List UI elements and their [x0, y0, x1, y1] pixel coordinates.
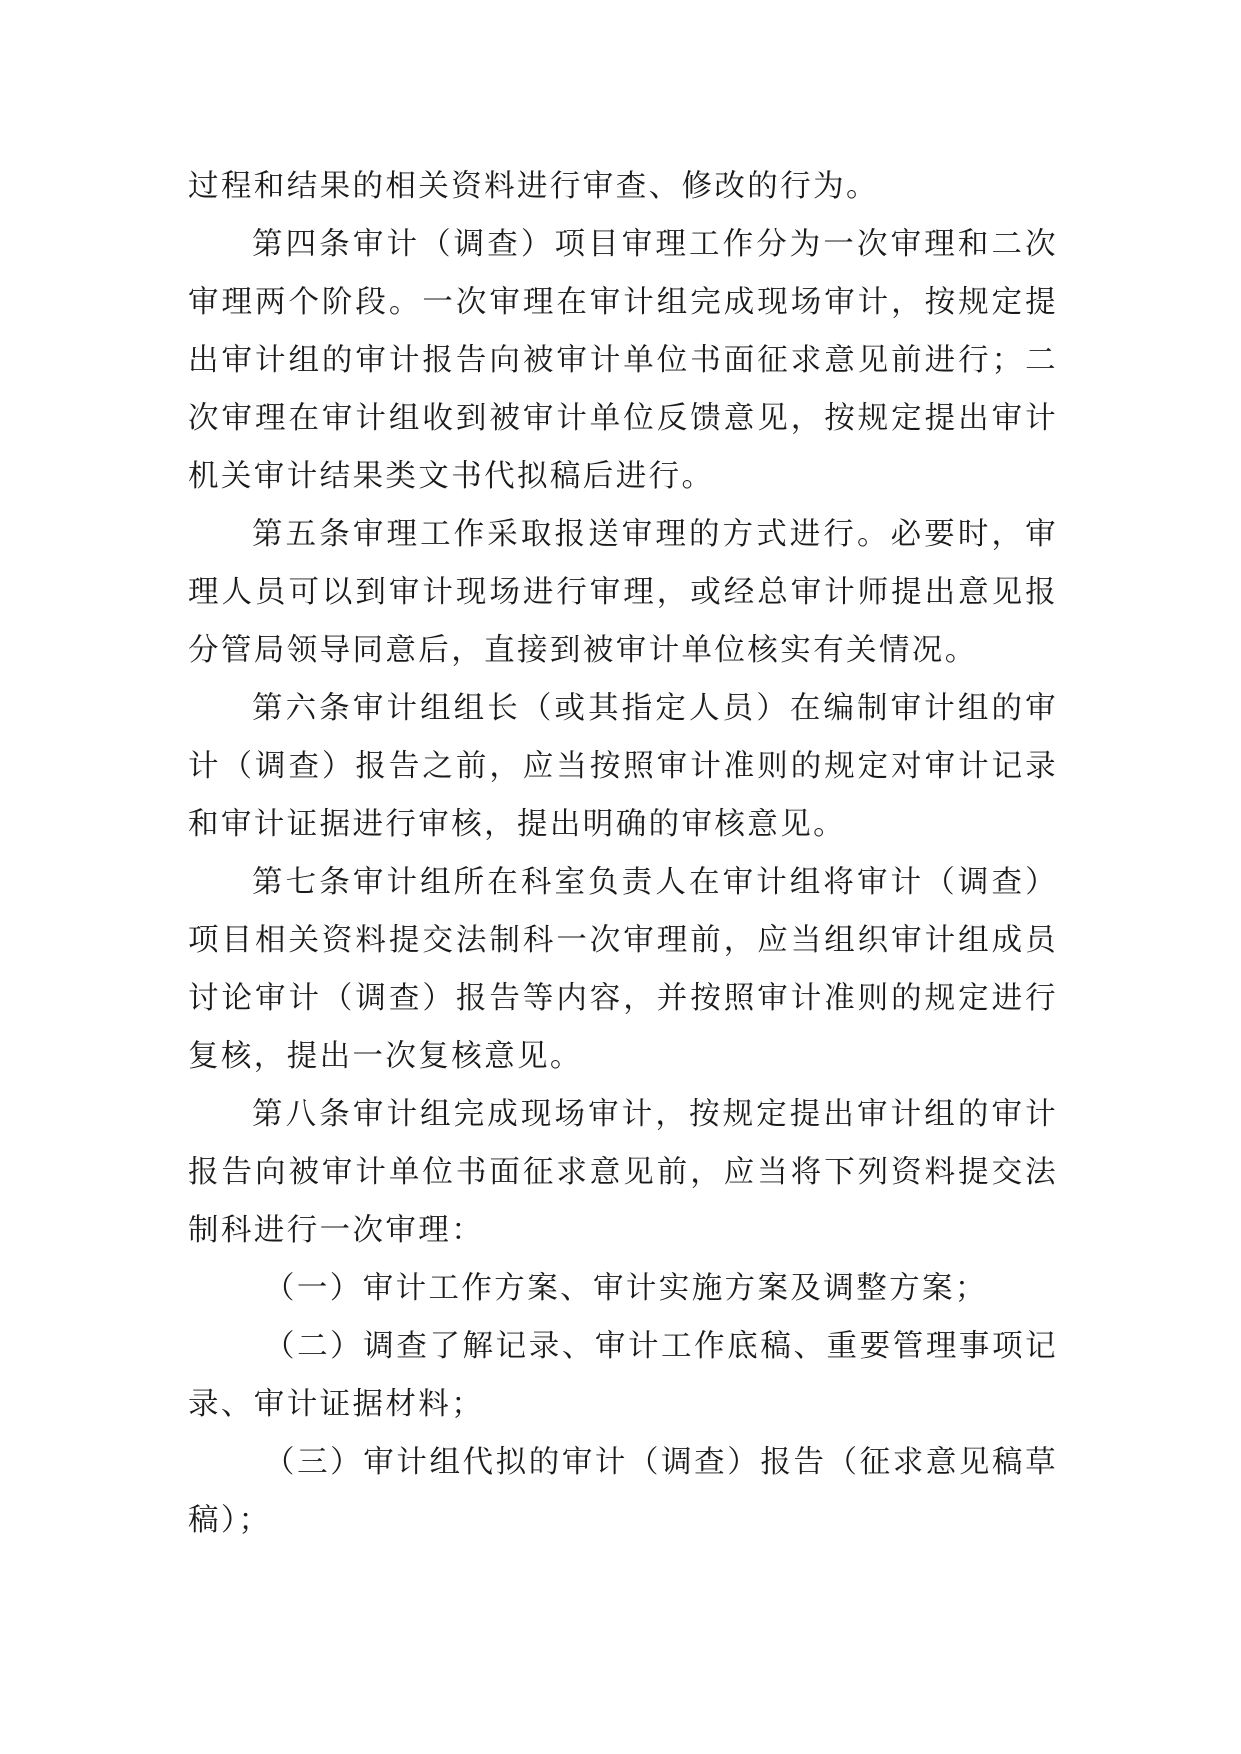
paragraph-article-8: 第八条审计组完成现场审计，按规定提出审计组的审计报告向被审计单位书面征求意见前，应当将下列资料提交法制科进行一次审理： [188, 1097, 1058, 1248]
paragraph-continuation: 过程和结果的相关资料进行审查、修改的行为。 [188, 169, 879, 204]
list-item-2: （二）调查了解记录、审计工作底稿、重要管理事项记录、审计证据材料； [188, 1329, 1058, 1422]
list-item-1: （一）审计工作方案、审计实施方案及调整方案； [264, 1271, 988, 1306]
paragraph-article-4: 第四条审计（调查）项目审理工作分为一次审理和二次审理两个阶段。一次审理在审计组完成现场审计，按规定提出审计组的审计报告向被审计单位书面征求意见前进行；二次审理在审计组收到被审计单位反馈意见，按规定提出审计机关审计结果类文书代拟稿后进行。 [188, 227, 1058, 494]
paragraph-article-6: 第六条审计组组长（或其指定人员）在编制审计组的审计（调查）报告之前，应当按照审计准则的规定对审计记录和审计证据进行审核，提出明确的审核意见。 [188, 691, 1058, 842]
paragraph-article-5: 第五条审理工作采取报送审理的方式进行。必要时，审理人员可以到审计现场进行审理，或经总审计师提出意见报分管局领导同意后，直接到被审计单位核实有关情况。 [188, 517, 1058, 668]
paragraph-article-7: 第七条审计组所在科室负责人在审计组将审计（调查）项目相关资料提交法制科一次审理前，应当组织审计组成员讨论审计（调查）报告等内容，并按照审计准则的规定进行复核，提出一次复核意见。 [188, 865, 1058, 1074]
list-item-3: （三）审计组代拟的审计（调查）报告（征求意见稿草稿）； [188, 1445, 1058, 1538]
document-body [188, 158, 1058, 1550]
